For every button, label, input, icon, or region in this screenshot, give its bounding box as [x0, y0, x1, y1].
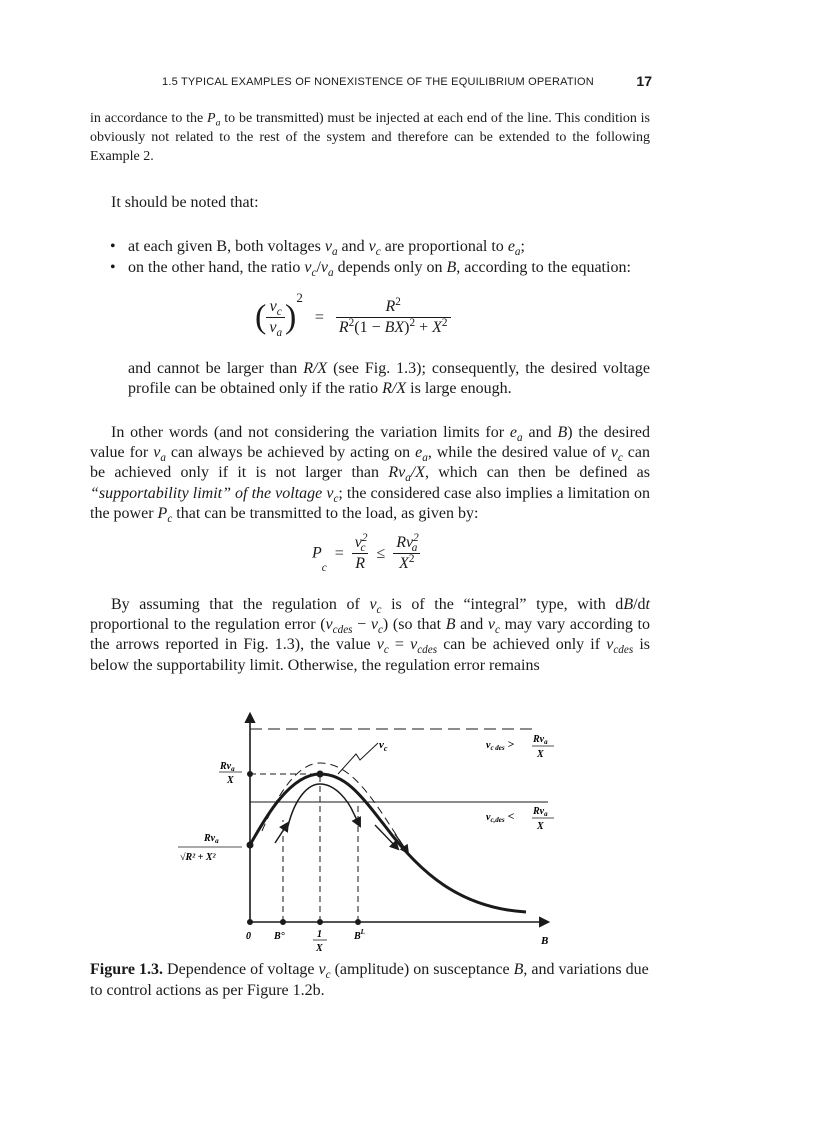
tick-point-bl — [355, 919, 361, 925]
label-y-low-num: $Rv_a$ — [204, 833, 219, 845]
tick-label-0: 0 — [246, 931, 251, 942]
tick-point-inv-x — [317, 919, 323, 925]
tick-label-bl: $B^L$ — [354, 928, 365, 942]
label-lower-condition: $v_{c,des}$ < — [486, 809, 515, 824]
section-title: 1.5 TYPICAL EXAMPLES OF NONEXISTENCE OF THE EQUILIBRIUM OPERATION — [162, 76, 594, 88]
inner-arc — [288, 784, 354, 826]
equation-power-limit: $P_c$ = $\frac{v^2_c}{R}$ ≤ $\frac{Rv^2_a}{X^2}$ — [312, 531, 419, 575]
label-upper-frac-num: $Rv_a$ — [533, 734, 548, 746]
tick-label-inv-num: 1 — [317, 929, 322, 940]
arrow-rising — [275, 823, 288, 843]
label-lower-frac-num: $Rv_a$ — [533, 806, 548, 818]
label-lower-frac-den: X — [537, 821, 544, 832]
bullet-item-2: • on the other hand, the ratio $v_c/v_a$ depends only on B, according to the equation: — [110, 259, 631, 279]
point-peak — [317, 771, 324, 778]
label-y-rv-x-den: X — [227, 775, 234, 786]
tick-point-0 — [247, 919, 253, 925]
paragraph-cannot: and cannot be larger than R/X (see Fig. 1.3); consequently, the desired voltage profile can be obtained only if the ratio R/X is large enough. — [128, 360, 650, 398]
arrow-falling — [354, 814, 360, 826]
axis-label-b: B — [541, 935, 549, 947]
label-y-rv-x-num: $Rv_a$ — [220, 761, 235, 773]
paragraph-assuming: By assuming that the regulation of $v_c$ is of the “integral” type, with dB/dt proportional to the regulation error $(v_{cdes} - v_c)$ (so that B and $v_c$ may vary according to the arrows reported in Fig. 1.3), the value $v_c = v_{cdes}$ can be achieved only if $v_{cdes}$ is below the supportability limit. Otherwise, the regulation error remains — [90, 596, 651, 674]
vc-pointer — [338, 743, 378, 774]
tick-point-b0 — [280, 919, 286, 925]
bullet-item-1: • at each given B, both voltages $v_a$ and $v_c$ are proportional to $e_a$; — [110, 238, 525, 258]
label-upper-condition: $v_{c des}$ > — [486, 737, 515, 752]
running-head — [162, 73, 652, 93]
bullet-dot: • — [110, 259, 116, 276]
bullet-dot: • — [110, 238, 116, 255]
label-y-low-den: √R² + X² — [180, 852, 216, 863]
paragraph-noted: It should be noted that: — [111, 194, 259, 211]
label-upper-frac-den: X — [537, 749, 544, 760]
label-vc: $v_c$ — [379, 739, 388, 753]
point-rv-x — [247, 771, 253, 777]
tick-label-inv-den: X — [316, 943, 323, 954]
tick-label-b0: B° — [274, 931, 285, 942]
point-origin-value — [247, 842, 254, 849]
paragraph-intro: in accordance to the $P_a$ to be transmitted) must be injected at each end of the line. This condition is obviously not related to the rest of the system and therefore can be extended to the following Example 2. — [90, 111, 650, 164]
page-number: 17 — [636, 73, 652, 89]
equation-voltage-ratio: ( $\frac{v_c}{v_a}$ )$^2$ = $\frac{R^2}{R^2(1 - BX)^2 + X^2}$ — [255, 297, 451, 338]
vc-curve — [250, 774, 526, 912]
figure-1-3 — [170, 708, 570, 958]
caption-label: Figure 1.3. — [90, 961, 164, 978]
paragraph-other-words: In other words (and not considering the variation limits for $e_a$ and B) the desired value for $v_a$ can always be achieved by acting on $e_a$, while the desired value of $v_c$ can be achieved only if it is not larger than $Rv_a/X$, which can then be defined as “supportability limit” of the voltage $v_c$; the considered case also implies a limitation on the power $P_c$ that can be transmitted to the load, as given by: — [90, 424, 651, 525]
figure-caption: Figure 1.3. Dependence of voltage $v_c$ (amplitude) on susceptance B, and variations due to control actions as per Figure 1.2b. — [90, 961, 649, 999]
